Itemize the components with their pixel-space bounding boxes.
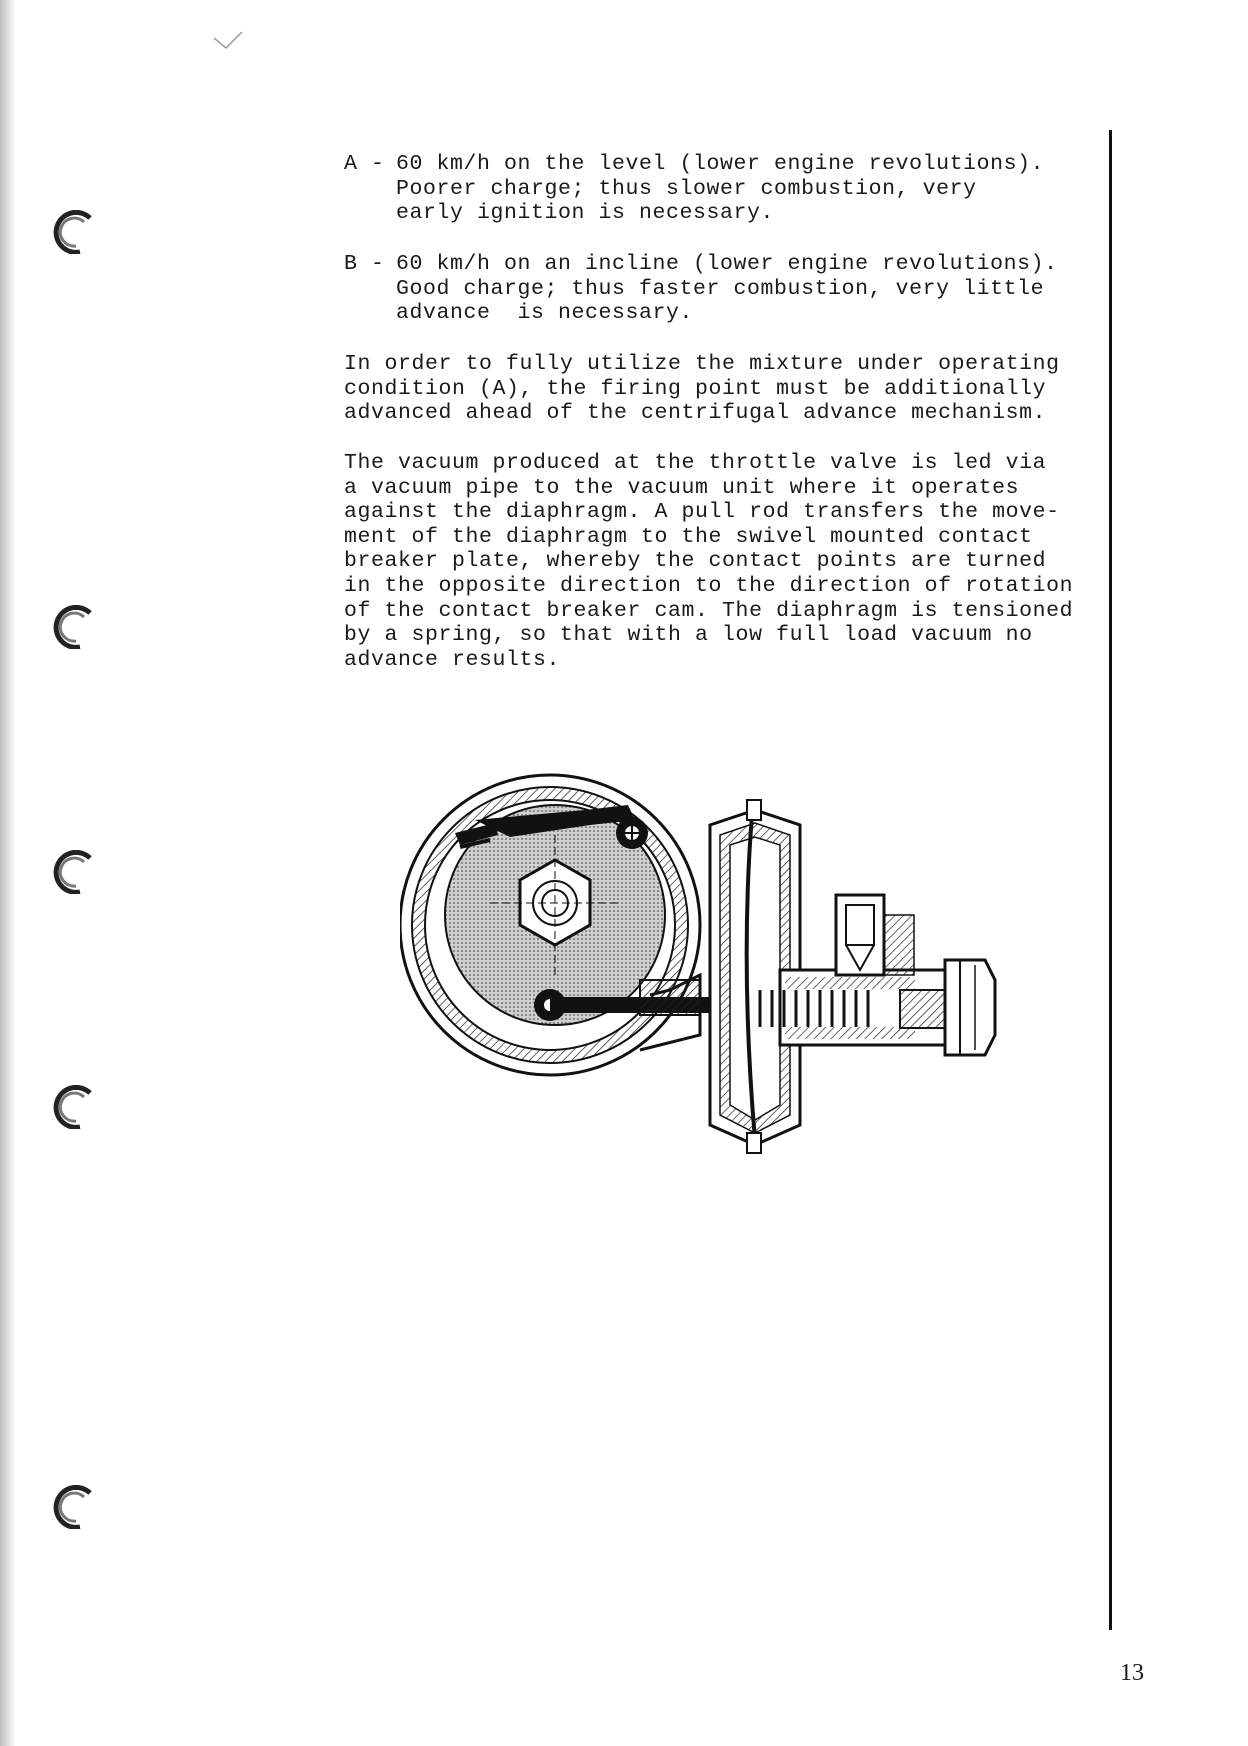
page-number: 13: [1120, 1660, 1144, 1686]
page-binding-edge: [0, 0, 16, 1746]
paragraph-line: The vacuum produced at the throttle valve is led via: [344, 451, 1047, 475]
item-line: Poorer charge; thus slower combustion, very: [396, 176, 977, 201]
paragraph-line: ment of the diaphragm to the swivel mounted contact: [344, 524, 1033, 549]
punch-hole-icon: [50, 1085, 94, 1129]
paragraph-operating-condition: [344, 352, 1104, 426]
paragraph-line: against the diaphragm. A pull rod transfers the move-: [344, 500, 1060, 525]
vacuum-advance-diagram: [400, 765, 1000, 1175]
punch-hole-icon: [50, 850, 94, 894]
paragraph-line: in the opposite direction to the direction of rotation: [344, 573, 1074, 598]
item-line: Good charge; thus faster combustion, very little: [396, 276, 1045, 301]
item-label: B -: [344, 252, 385, 276]
item-line: 60 km/h on an incline (lower engine revolutions).: [396, 252, 1058, 276]
punch-hole-icon: [50, 210, 94, 254]
paragraph-line: advance results.: [344, 647, 561, 672]
item-a: [344, 152, 1104, 226]
paragraph-line: by a spring, so that with a low full load vacuum no: [344, 623, 1033, 648]
paragraph-line: condition (A), the firing point must be additionally: [344, 376, 1047, 401]
punch-hole-icon: [50, 605, 94, 649]
margin-change-bar: [1109, 130, 1112, 1630]
item-b: [344, 252, 1104, 326]
paragraph-line: of the contact breaker cam. The diaphragm is tensioned: [344, 598, 1074, 623]
item-label: A -: [344, 152, 385, 176]
paragraph-vacuum-unit: [344, 451, 1104, 672]
paragraph-line: breaker plate, whereby the contact points are turned: [344, 549, 1047, 574]
item-line: 60 km/h on the level (lower engine revolutions).: [396, 152, 1045, 176]
paragraph-line: advanced ahead of the centrifugal advance mechanism.: [344, 401, 1047, 426]
punch-hole-icon: [50, 1485, 94, 1529]
item-line: early ignition is necessary.: [396, 201, 775, 226]
item-line: advance is necessary.: [396, 301, 694, 326]
paragraph-line: In order to fully utilize the mixture under operating: [344, 352, 1060, 376]
cap-nut: [945, 960, 995, 1055]
paragraph-line: a vacuum pipe to the vacuum unit where it operates: [344, 475, 1020, 500]
pencil-check-mark: [212, 30, 252, 54]
